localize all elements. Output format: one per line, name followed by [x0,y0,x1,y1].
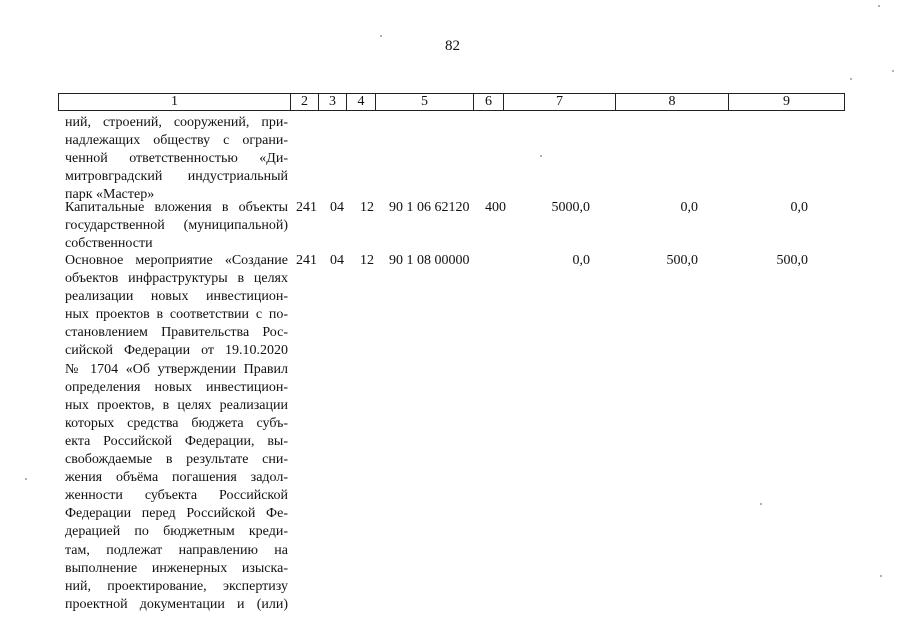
desc-line: надлежащих обществу с ограни- [65,133,288,149]
desc-line: Капитальные вложения в объекты [65,200,288,215]
cell-amount-col7: 5000,0 [551,200,590,215]
page-number: 82 [445,38,460,54]
scan-speck [892,70,894,72]
desc-line: определения новых инвестицион- [65,379,288,395]
header-col-5: 5 [376,94,474,111]
header-col-9: 9 [729,94,845,111]
desc-line: сийской Федерации от 19.10.2020 [65,343,288,359]
row-description [65,252,288,614]
scan-speck [878,5,880,7]
cell-amount-col8: 500,0 [666,253,698,268]
desc-line: там, подлежат направлению на [65,542,288,558]
desc-line: собственности [65,236,153,252]
desc-line: свобождаемые в результате сни- [65,452,288,468]
desc-line: № 1704 «Об утверждении Правил [65,361,288,377]
desc-line: проектной документации и (или) [65,596,288,612]
scan-speck [850,78,852,80]
desc-line: которых средства бюджета субъ- [65,415,288,431]
header-col-4: 4 [347,94,376,111]
desc-line: дерацией по бюджетным креди- [65,524,288,540]
row-description [65,199,288,253]
desc-line: парк «Мастер» [65,187,155,203]
desc-line: екта Российской Федерации, вы- [65,433,288,449]
cell-target-article: 90 1 06 62120 [389,200,470,215]
desc-line: государственной (муниципальной) [65,218,288,234]
column-number-header [58,93,845,111]
desc-line: митровградский индустриальный [65,169,288,185]
desc-line: реализации новых инвестицион- [65,289,288,305]
header-col-7: 7 [504,94,616,111]
desc-line: жения объёма погашения задол- [65,470,288,486]
desc-line: ченной ответственностью «Ди- [65,151,288,167]
cell-subsection: 12 [360,200,374,215]
desc-line: Федерации перед Российской Фе- [65,506,288,522]
header-col-3: 3 [319,94,347,111]
desc-line: становлением Правительства Рос- [65,325,288,341]
cell-target-article: 90 1 08 00000 [389,253,470,268]
desc-line: ний, проектирование, экспертизу [65,578,288,594]
desc-line: Основное мероприятие «Создание [65,253,288,268]
scan-speck [760,503,762,505]
desc-line: ных проектов, в целях реализации [65,397,288,413]
cell-ministry-code: 241 [296,253,317,268]
cell-expense-type: 400 [485,200,506,215]
desc-line: выполнение инженерных изыска- [65,560,288,576]
desc-line: объектов инфраструктуры в целях [65,271,288,287]
scan-speck [540,155,542,157]
scan-speck [380,35,382,37]
header-col-1: 1 [59,94,291,111]
cell-section: 04 [330,253,344,268]
scan-speck [25,478,27,480]
cell-subsection: 12 [360,253,374,268]
cell-amount-col8: 0,0 [680,200,698,215]
scan-speck [880,575,882,577]
cell-section: 04 [330,200,344,215]
desc-line: женности субъекта Российской [65,488,288,504]
cell-ministry-code: 241 [296,200,317,215]
row-description [65,114,288,204]
cell-amount-col9: 500,0 [776,253,808,268]
desc-line: ных проектов в соответствии с по- [65,307,288,323]
cell-amount-col9: 0,0 [790,200,808,215]
header-col-2: 2 [291,94,319,111]
desc-line: ний, строений, сооружений, при- [65,115,288,130]
cell-amount-col7: 0,0 [572,253,590,268]
header-col-6: 6 [474,94,504,111]
header-col-8: 8 [616,94,729,111]
